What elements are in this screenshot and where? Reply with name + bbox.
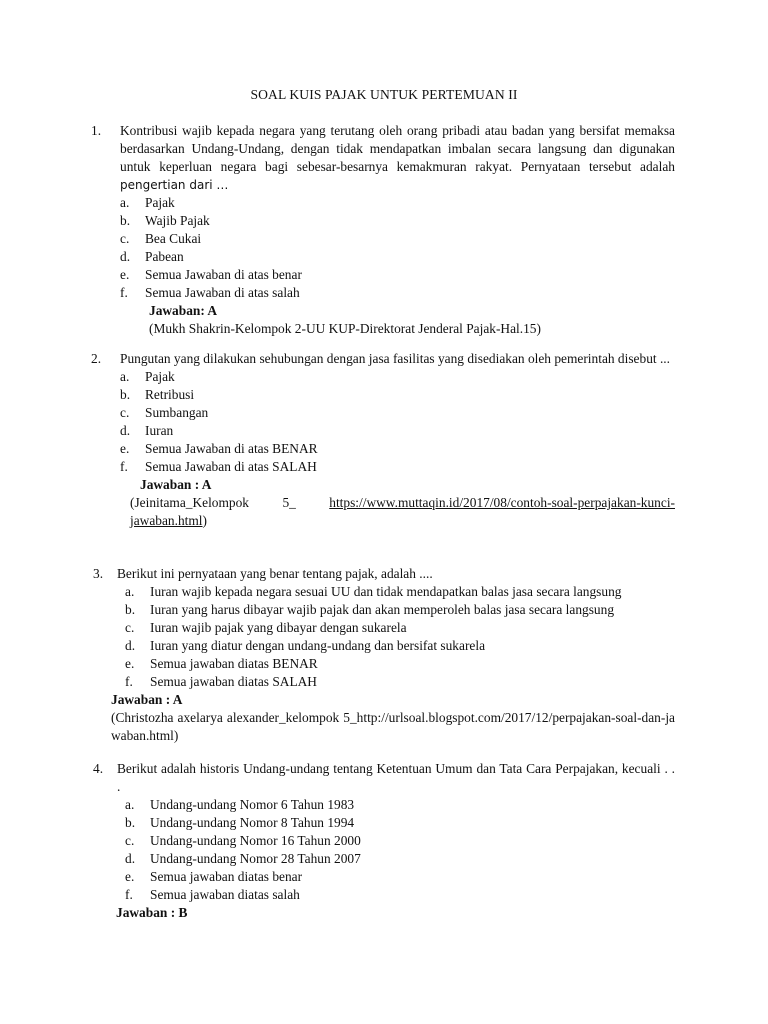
source-link[interactable]: https://www.muttaqin.id/2017/08/contoh-soal-perpajakan-kunci- — [329, 495, 675, 510]
question-number: 2. — [91, 351, 102, 366]
option-item: a. Pajak — [120, 369, 175, 384]
option-item: f. Semua jawaban diatas SALAH — [125, 674, 317, 689]
options-list — [120, 194, 675, 302]
question-number: 3. — [93, 566, 104, 581]
option-item: f. Semua jawaban diatas salah — [125, 887, 300, 902]
question-2 — [93, 350, 675, 530]
question-text: Berikut adalah historis Undang-undang tentang Ketentuan Umum dan Tata Cara Perpajakan, kecuali . . . — [117, 761, 675, 794]
page-title: SOAL KUIS PAJAK UNTUK PERTEMUAN II — [250, 87, 518, 102]
source-group: 5_ — [282, 495, 296, 510]
option-item: e. Semua jawaban diatas benar — [125, 869, 303, 884]
option-item: d. Iuran yang diatur dengan undang-undang dan bersifat sukarela — [125, 638, 486, 653]
options-list — [125, 796, 675, 904]
answer-label: Jawaban : A — [140, 477, 212, 492]
option-item: a. Iuran wajib kepada negara sesuai UU dan tidak mendapatkan balas jasa secara langsung — [125, 584, 622, 599]
option-item: d. Undang-undang Nomor 28 Tahun 2007 — [125, 851, 361, 866]
option-item: a. Undang-undang Nomor 6 Tahun 1983 — [125, 797, 355, 812]
option-item: a. Pajak — [120, 195, 175, 210]
options-list — [120, 368, 675, 476]
source-citation: (Christozha axelarya alexander_kelompok 5_http://urlsoal.blogspot.com/2017/12/perpajakan-soal-dan-jawaban.html) — [111, 710, 675, 743]
option-item: e. Semua jawaban diatas BENAR — [125, 656, 318, 671]
question-text — [120, 122, 675, 194]
option-item: c. Bea Cukai — [120, 231, 202, 246]
source-citation: (Jeinitama_Kelompok 5_ https://www.muttaqin.id/2017/08/contoh-soal-perpajakan-kunci- jawaban.html) — [130, 495, 675, 528]
option-item: e. Semua Jawaban di atas BENAR — [120, 441, 318, 456]
question-text-main: Kontribusi wajib kepada negara yang terutang oleh orang pribadi atau badan yang bersifat memaksa berdasarkan Undang-Undang, dengan tidak mendapatkan imbalan secara langsung dan digunakan untuk keperluan negara bagi sebesar-besarnya kemakmuran rakyat. Pernyataan tersebut adalah — [120, 123, 675, 174]
question-number: 1. — [91, 123, 102, 138]
options-list — [125, 583, 675, 691]
option-item: d. Iuran — [120, 423, 174, 438]
question-number: 4. — [93, 761, 104, 776]
option-item: b. Iuran yang harus dibayar wajib pajak dan akan memperoleh balas jasa secara langsung — [125, 602, 615, 617]
question-3 — [93, 565, 675, 745]
option-item: c. Undang-undang Nomor 16 Tahun 2000 — [125, 833, 361, 848]
question-text: Berikut ini pernyataan yang benar tentang pajak, adalah .... — [117, 566, 433, 581]
option-item: f. Semua Jawaban di atas salah — [120, 285, 300, 300]
question-4 — [93, 760, 675, 922]
answer-label: Jawaban : A — [111, 692, 183, 707]
answer-label: Jawaban: A — [149, 303, 218, 318]
option-item: b. Retribusi — [120, 387, 195, 402]
option-item: e. Semua Jawaban di atas benar — [120, 267, 302, 282]
option-item: c. Sumbangan — [120, 405, 209, 420]
source-prefix: (Jeinitama_Kelompok — [130, 495, 249, 510]
option-item: f. Semua Jawaban di atas SALAH — [120, 459, 317, 474]
question-1 — [93, 122, 675, 338]
option-item: d. Pabean — [120, 249, 184, 264]
answer-label: Jawaban : B — [116, 905, 188, 920]
option-item: b. Undang-undang Nomor 8 Tahun 1994 — [125, 815, 355, 830]
question-text-tail: pengertian dari … — [120, 178, 229, 192]
source-citation: (Mukh Shakrin-Kelompok 2-UU KUP-Direktorat Jenderal Pajak-Hal.15) — [149, 321, 541, 336]
option-item: c. Iuran wajib pajak yang dibayar dengan sukarela — [125, 620, 407, 635]
option-item: b. Wajib Pajak — [120, 213, 210, 228]
question-text: Pungutan yang dilakukan sehubungan dengan jasa fasilitas yang disediakan oleh pemerintah disebut ... — [120, 351, 670, 366]
source-link-continued[interactable]: jawaban.html — [130, 513, 203, 528]
